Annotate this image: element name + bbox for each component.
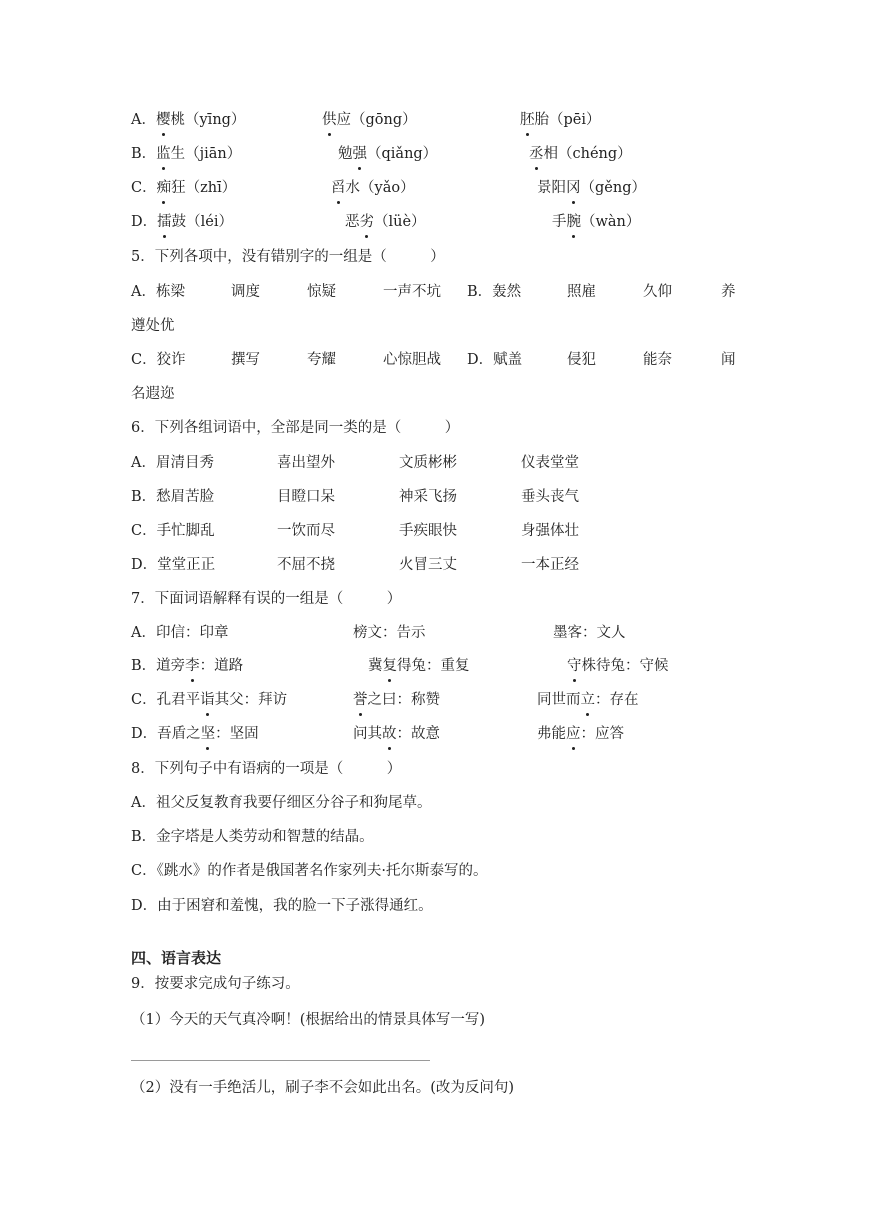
q7-b-item-1: B．道旁李：道路 [131,654,243,678]
q8-option-d: D．由于困窘和羞愧，我的脸一下子涨得通红。 [131,898,433,914]
q4-b-item-1: B．监生（jiān） [131,142,241,166]
q7-a-item-2: 榜文：告示 [353,625,426,641]
q5-word: 能奈 [643,352,672,368]
emphasis-dot-char: 舀 [331,176,346,200]
q5-word: C．狡诈 [131,352,186,368]
q6-word: D．堂堂正正 [131,557,216,573]
q6-word: 文质彬彬 [399,455,457,471]
q7-d-item-2: 问其故：故意 [353,722,440,746]
q5-word: B．轰然 [467,284,522,300]
q4-c-item-1: C．痴狂（zhī） [131,176,236,200]
emphasis-dot-char: 李 [185,654,200,678]
q5-word: D．赋盖 [467,352,523,368]
q5-word: 久仰 [643,284,672,300]
emphasis-dot-char: 誉 [353,688,368,712]
q6-word: 手疾眼快 [399,523,457,539]
emphasis-dot-char: 故 [382,722,397,746]
q6-word: 不屈不挠 [277,557,335,573]
section-heading: 四、语言表达 [131,949,222,967]
q5-row-cd-wrap: 名遐迩 [131,386,175,402]
emphasis-dot-char: 应 [566,722,581,746]
emphasis-dot-char: 守 [567,654,582,678]
q7-b-item-3: 守株待兔：守候 [567,654,669,678]
q7-d-item-1: D．吾盾之坚：坚固 [131,722,259,746]
q7-c-item-2: 誉之曰：称赞 [353,688,440,712]
q5-word: 心惊胆战 [383,352,441,368]
q4-d-item-3: 手腕（wàn） [552,210,640,234]
q5-word: 撰写 [231,352,260,368]
q5-word: 一声不坑 [383,284,441,300]
q8-option-c: C．《跳水》的作者是俄国著名作家列夫·托尔斯泰写的。 [131,863,488,879]
emphasis-dot-char: 复 [383,654,398,678]
q9-sub2: （2）没有一手绝活儿，刷子李不会如此出名。(改为反问句) [131,1080,515,1096]
q5-word: 闻 [721,352,736,368]
q6-word: B．愁眉苦脸 [131,489,215,505]
q6-word: 火冒三丈 [399,557,457,573]
q6-word: A．眉清目秀 [131,455,214,471]
q6-stem: 6．下列各组词语中，全部是同一类的是（ ） [131,420,460,436]
q5-row-ab-wrap: 遵处优 [131,318,175,334]
q9-stem: 9．按要求完成句子练习。 [131,976,300,992]
q6-word: 垂头丧气 [521,489,579,505]
emphasis-dot-char: 痴 [157,176,172,200]
q6-word: C．手忙脚乱 [131,523,215,539]
emphasis-dot-char: 供 [322,108,337,132]
q8-stem: 8．下列句子中有语病的一项是（ ） [131,761,402,777]
emphasis-dot-char: 腕 [567,210,582,234]
q5-word: 养 [721,284,736,300]
q4-c-item-2: 舀水（yǎo） [331,176,415,200]
emphasis-dot-char: 丞 [529,142,544,166]
q4-a-item-3: 胚胎（pēi） [520,108,601,132]
emphasis-dot-char: 擂 [157,210,172,234]
q5-word: 照雇 [567,284,596,300]
q6-word: 神采飞扬 [399,489,457,505]
q5-word: 侵犯 [567,352,596,368]
q9-sub1: （1）今天的天气真冷啊！(根据给出的情景具体写一写) [131,1012,486,1028]
answer-line[interactable] [131,1060,430,1061]
emphasis-dot-char: 立 [581,688,596,712]
q4-a-item-1: A．樱桃（yīng） [131,108,245,132]
q6-word: 仪表堂堂 [521,455,579,471]
q4-b-item-3: 丞相（chéng） [529,142,632,166]
q4-d-item-2: 恶劣（lüè） [345,210,426,234]
q6-word: 一本正经 [521,557,579,573]
q4-c-item-3: 景阳冈（gěng） [537,176,646,200]
q7-b-item-2: 冀复得兔：重复 [368,654,470,678]
q5-stem: 5．下列各项中，没有错别字的一组是（ ） [131,249,445,265]
q4-d-item-1: D．擂鼓（léi） [131,210,233,234]
q5-word: A．栋梁 [131,284,185,300]
q5-word: 惊疑 [307,284,336,300]
q8-option-b: B．金字塔是人类劳动和智慧的结晶。 [131,829,374,845]
emphasis-dot-char: 监 [156,142,171,166]
q8-option-a: A．祖父反复教育我要仔细区分谷子和狗尾草。 [131,795,432,811]
emphasis-dot-char: 劣 [360,210,375,234]
emphasis-dot-char: 胚 [520,108,535,132]
q6-word: 身强体壮 [521,523,579,539]
emphasis-dot-char: 强 [353,142,368,166]
emphasis-dot-char: 坚 [201,722,216,746]
q7-stem: 7．下面词语解释有误的一组是（ ） [131,591,402,607]
q5-word: 调度 [231,284,260,300]
emphasis-dot-char: 诣 [200,688,215,712]
q4-b-item-2: 勉强（qiǎng） [338,142,437,166]
q6-word: 一饮而尽 [277,523,335,539]
q6-word: 喜出望外 [277,455,335,471]
q7-a-item-3: 墨客：文人 [553,625,626,641]
q4-a-item-2: 供应（gōng） [322,108,417,132]
q7-c-item-3: 同世而立：存在 [537,688,639,712]
emphasis-dot-char: 冈 [566,176,581,200]
emphasis-dot-char: 樱 [156,108,171,132]
q7-a-item-1: A．印信：印章 [131,625,229,641]
q6-word: 目瞪口呆 [277,489,335,505]
q7-d-item-3: 弗能应：应答 [537,722,624,746]
q7-c-item-1: C．孔君平诣其父：拜访 [131,688,287,712]
q5-word: 夸耀 [307,352,336,368]
